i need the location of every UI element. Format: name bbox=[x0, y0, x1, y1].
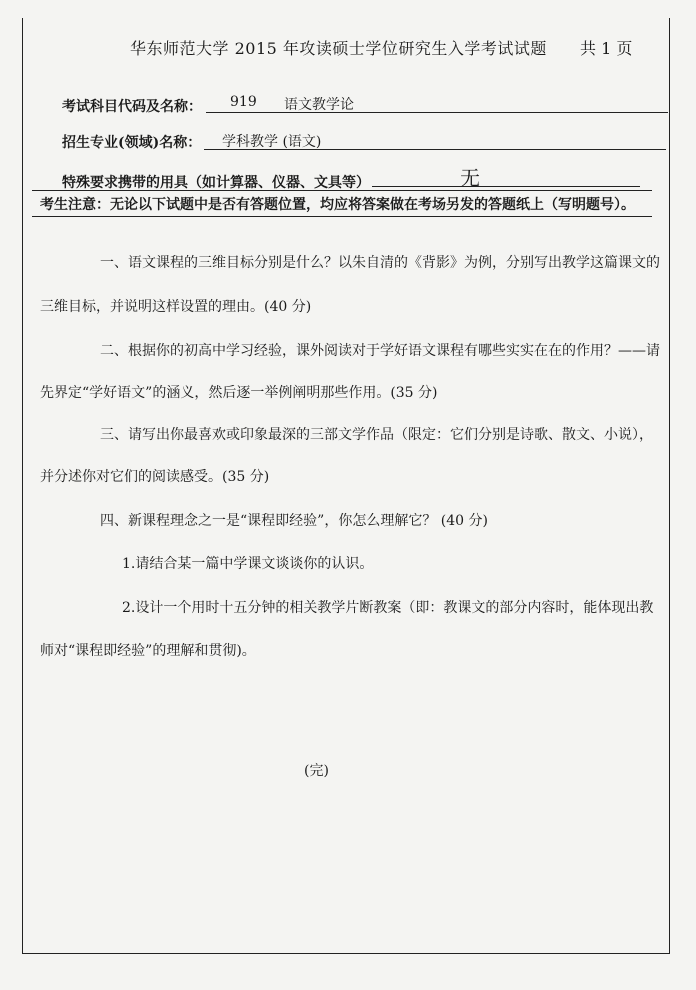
end-mark: (完) bbox=[304, 763, 329, 779]
page-count: 共 1 页 bbox=[580, 39, 633, 58]
exam-notice: 考生注意：无论以下试题中是否有答题位置，均应将答案做在考场另发的答题纸上（写明题号）。 bbox=[40, 197, 635, 213]
subject-label: 考试科目代码及名称： bbox=[62, 99, 202, 115]
notice-top-rule bbox=[32, 190, 652, 191]
question-4-sub-2-line-2: 师对“课程即经验”的理解和贯彻)。 bbox=[40, 643, 256, 659]
subject-code: 919 bbox=[230, 94, 257, 110]
tools-label: 特殊要求携带的用具（如计算器、仪器、文具等） bbox=[62, 175, 370, 191]
question-1-line-1: 一、语文课程的三维目标分别是什么？以朱自清的《背影》为例，分别写出教学这篇课文的 bbox=[100, 255, 660, 271]
notice-bottom-rule bbox=[32, 216, 652, 217]
question-4-sub-1: 1.请结合某一篇中学课文谈谈你的认识。 bbox=[122, 556, 374, 572]
question-4-sub-2-line-1: 2.设计一个用时十五分钟的相关教学片断教案（即：教课文的部分内容时，能体现出教 bbox=[122, 600, 654, 616]
question-3-line-1: 三、请写出你最喜欢或印象最深的三部文学作品（限定：它们分别是诗歌、散文、小说）， bbox=[100, 427, 653, 443]
subject-name: 语文教学论 bbox=[284, 97, 354, 113]
major-label: 招生专业(领域)名称： bbox=[62, 135, 202, 151]
question-2-line-2: 先界定“学好语文”的涵义，然后逐一举例阐明那些作用。(35 分) bbox=[40, 385, 438, 401]
tools-underline bbox=[372, 186, 640, 187]
question-4-line-1: 四、新课程理念之一是“课程即经验”，你怎么理解它？ (40 分) bbox=[100, 513, 488, 529]
exam-paper-frame bbox=[22, 18, 670, 954]
question-1-line-2: 三维目标，并说明这样设置的理由。(40 分) bbox=[40, 299, 312, 315]
question-2-line-1: 二、根据你的初高中学习经验，课外阅读对于学好语文课程有哪些实实在在的作用？——请 bbox=[100, 343, 660, 359]
subject-underline bbox=[206, 112, 668, 113]
exam-title: 华东师范大学 2015 年攻读硕士学位研究生入学考试试题 bbox=[130, 39, 547, 58]
tools-value: 无 bbox=[460, 166, 480, 190]
major-name: 学科教学 (语文) bbox=[222, 134, 322, 150]
question-3-line-2: 并分述你对它们的阅读感受。(35 分) bbox=[40, 469, 270, 485]
